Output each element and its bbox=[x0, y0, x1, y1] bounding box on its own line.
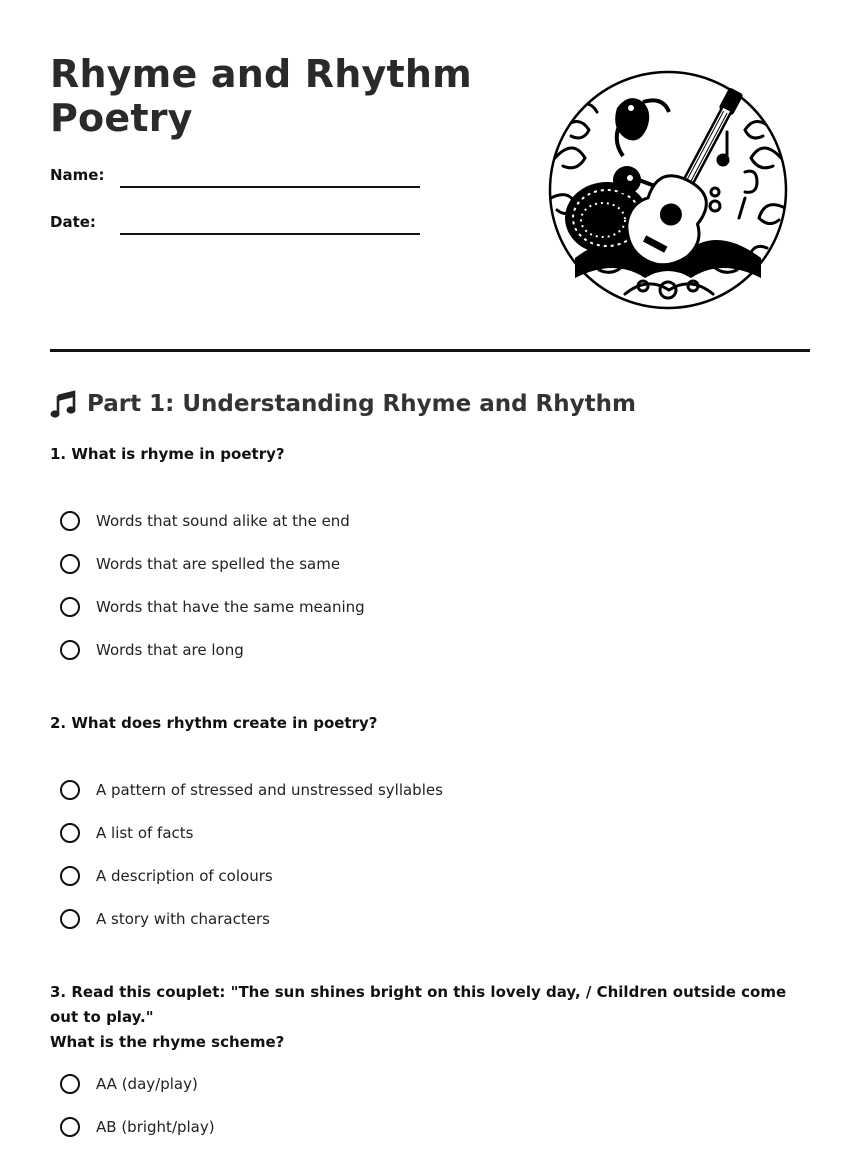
radio-button[interactable] bbox=[60, 554, 80, 574]
name-write-line[interactable] bbox=[120, 186, 420, 188]
radio-button[interactable] bbox=[60, 1074, 80, 1094]
date-field bbox=[50, 213, 422, 243]
radio-button[interactable] bbox=[60, 1117, 80, 1137]
radio-button[interactable] bbox=[60, 909, 80, 929]
option-label: Words that are long bbox=[96, 641, 244, 659]
date-write-line[interactable] bbox=[120, 233, 420, 235]
option-label: AA (day/play) bbox=[96, 1075, 198, 1093]
question-1-option-2[interactable] bbox=[60, 551, 340, 577]
title-line-2: Poetry bbox=[50, 96, 193, 140]
option-label: A list of facts bbox=[96, 824, 194, 842]
name-label: Name: bbox=[50, 166, 105, 184]
question-3-option-1[interactable] bbox=[60, 1071, 198, 1097]
question-2-option-3[interactable] bbox=[60, 863, 273, 889]
question-1-prompt: 1. What is rhyme in poetry? bbox=[50, 445, 285, 463]
option-label: A story with characters bbox=[96, 910, 270, 928]
question-2-option-2[interactable] bbox=[60, 820, 193, 846]
option-label: A description of colours bbox=[96, 867, 273, 885]
question-2-option-1[interactable] bbox=[60, 777, 443, 803]
option-label: Words that have the same meaning bbox=[96, 598, 365, 616]
title-line-1: Rhyme and Rhythm bbox=[50, 52, 472, 96]
option-label: A pattern of stressed and unstressed syllables bbox=[96, 781, 443, 799]
question-2-option-4[interactable] bbox=[60, 906, 270, 932]
radio-button[interactable] bbox=[60, 866, 80, 886]
radio-button[interactable] bbox=[60, 823, 80, 843]
question-3-prompt-line-2: What is the rhyme scheme? bbox=[50, 1033, 285, 1051]
question-1-option-3[interactable] bbox=[60, 594, 365, 620]
radio-button[interactable] bbox=[60, 640, 80, 660]
question-3-option-2[interactable] bbox=[60, 1114, 215, 1140]
question-3-prompt bbox=[50, 980, 810, 1055]
option-label: AB (bright/play) bbox=[96, 1118, 215, 1136]
question-3-prompt-line-1: 3. Read this couplet: "The sun shines bright on this lovely day, / Children outside come out to play." bbox=[50, 983, 787, 1026]
option-label: Words that are spelled the same bbox=[96, 555, 341, 573]
question-1-option-4[interactable] bbox=[60, 637, 244, 663]
radio-button[interactable] bbox=[60, 780, 80, 800]
section-1-title-text: Part 1: Understanding Rhyme and Rhythm bbox=[87, 391, 636, 417]
radio-button[interactable] bbox=[60, 511, 80, 531]
music-note-icon bbox=[50, 390, 76, 418]
guitar-bird-emblem-icon bbox=[545, 68, 791, 312]
worksheet-title bbox=[50, 52, 472, 140]
name-field bbox=[50, 166, 422, 196]
header-divider bbox=[50, 349, 810, 352]
section-1-title bbox=[50, 388, 636, 420]
radio-button[interactable] bbox=[60, 597, 80, 617]
question-1-option-1[interactable] bbox=[60, 508, 350, 534]
question-2-prompt: 2. What does rhythm create in poetry? bbox=[50, 714, 378, 732]
option-label: Words that sound alike at the end bbox=[96, 512, 350, 530]
date-label: Date: bbox=[50, 213, 96, 231]
